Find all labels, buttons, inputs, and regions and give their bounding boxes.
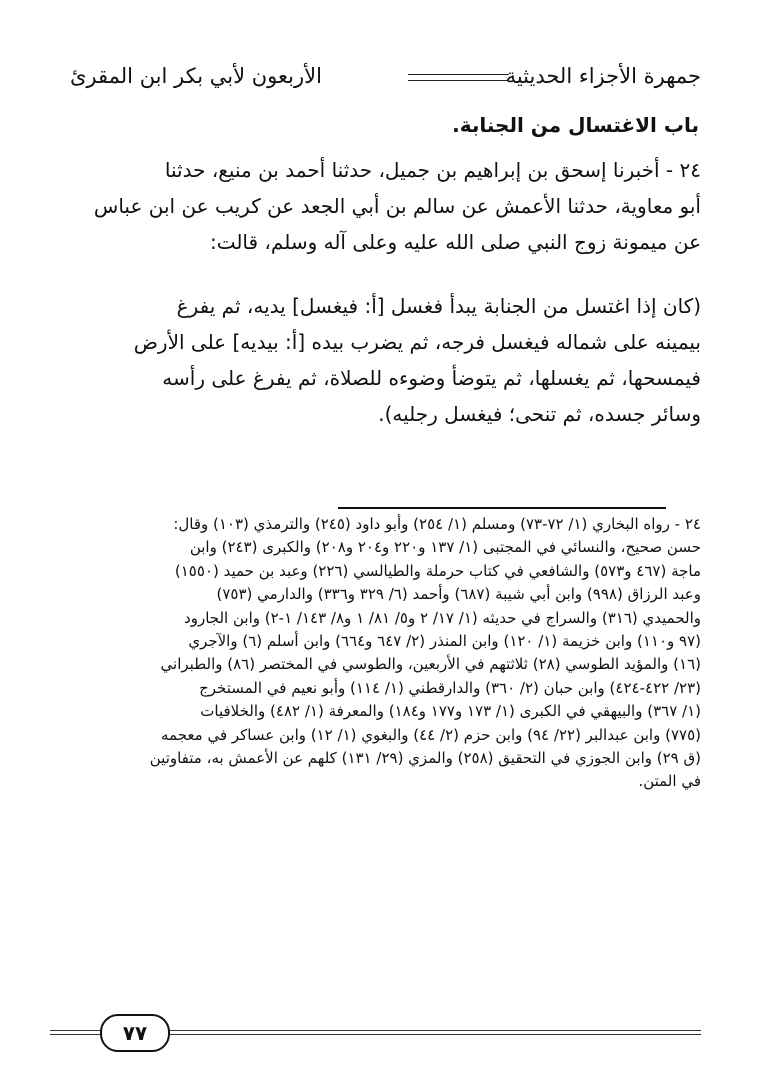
footnote-line: (١٦) والمؤيد الطوسي (٢٨) ثلاثتهم في الأربعين، والطوسي في المختصر (٨٦) والطبراني: [160, 655, 701, 674]
footnotes: [78, 513, 701, 794]
header-rule: [408, 74, 509, 81]
chapter-heading: باب الاغتسال من الجنابة.: [452, 113, 699, 137]
footnote-line: في المتن.: [638, 772, 701, 791]
text-line: فيمسحها، ثم يغسلها، ثم يتوضأ وضوءه للصلاة، ثم يفرغ على رأسه: [162, 366, 701, 390]
footnote-line: (٧٧٥) وابن عبدالبر (٢٢/ ٩٤) وابن حزم (٢/ ٤٤) والبغوي (١/ ١٢) وابن عساكر في معجمه: [161, 725, 701, 744]
footnote-line: ماجة (٤٦٧ و٥٧٣) والشافعي في كتاب حرملة والطيالسي (٢٢٦) وعبد بن حميد (١٥٥٠): [174, 561, 701, 580]
footnote-line: ٢٤ - رواه البخاري (١/ ٧٢-٧٣) ومسلم (١/ ٢٥٤) وأبو داود (٢٤٥) والترمذي (١٠٣) وقال:: [173, 515, 701, 533]
text-line: وسائر جسده، ثم تنحى؛ فيغسل رجليه).: [378, 402, 701, 426]
page-footer: [50, 1010, 701, 1050]
footnote-line: (ق ٢٩) وابن الجوزي في التحقيق (٢٥٨) والمزي (٢٩/ ١٣١) كلهم عن الأعمش به، متفاوتين: [149, 748, 701, 767]
part-title: الأربعون لأبي بكر ابن المقرئ: [70, 64, 322, 88]
footnote-line: والحميدي (٣١٦) والسراج في حديثه (١/ ١٧/ ٢ و٥/ ٨١/ ١ و٨/ ١٤٣/ ١-٢) وابن الجارود: [184, 608, 701, 627]
footnote-line: حسن صحيح، والنسائي في المجتبى (١/ ١٣٧ و٢٢٠ و٢٠٤ و٢٠٨) والكبرى (٢٤٣) وابن: [189, 538, 701, 557]
hadith-isnad: [70, 152, 701, 260]
footnote-line: (٢٣/ ٤٢٢-٤٢٤) وابن حبان (٢/ ٣٦٠) والدارقطني (١/ ١١٤) وأبو نعيم في المستخرج: [199, 678, 701, 697]
text-line: بيمينه على شماله فيغسل فرجه، ثم يضرب بيده [أ: بيديه] على الأرض: [133, 330, 701, 354]
hadith-matn: [70, 288, 701, 432]
text-line: ٢٤ - أخبرنا إسحق بن إبراهيم بن جميل، حدثنا أحمد بن منيع، حدثنا: [164, 158, 701, 182]
text-line: عن ميمونة زوج النبي صلى الله عليه وعلى آله وسلم، قالت:: [209, 230, 701, 254]
text-line: أبو معاوية، حدثنا الأعمش عن سالم بن أبي الجعد عن كريب عن ابن عباس: [93, 194, 701, 218]
footnote-line: وعبد الرزاق (٩٩٨) وابن أبي شيبة (٦٨٧) وأحمد (٦/ ٣٢٩ و٣٣٦) والدارمي (٧٥٣): [216, 585, 701, 604]
page-number: ٧٧: [100, 1014, 170, 1052]
book-title: جمهرة الأجزاء الحديثية: [505, 64, 701, 88]
footnote-separator: [338, 507, 666, 509]
running-header: [70, 62, 701, 96]
footnote-line: (٩٧ و١١٠) وابن خزيمة (١/ ١٢٠) وابن المنذر (٢/ ٦٤٧ و٦٦٤) وابن أسلم (٦) والآجري: [188, 631, 701, 650]
footnote-line: (١/ ٣٦٧) والبيهقي في الكبرى (١/ ١٧٣ و١٧٧ و١٨٤) والمعرفة (١/ ٤٨٢) والخلافيات: [200, 702, 701, 721]
text-line: (كان إذا اغتسل من الجنابة يبدأ فغسل [أ: فيغسل] يديه، ثم يفرغ: [176, 294, 701, 318]
